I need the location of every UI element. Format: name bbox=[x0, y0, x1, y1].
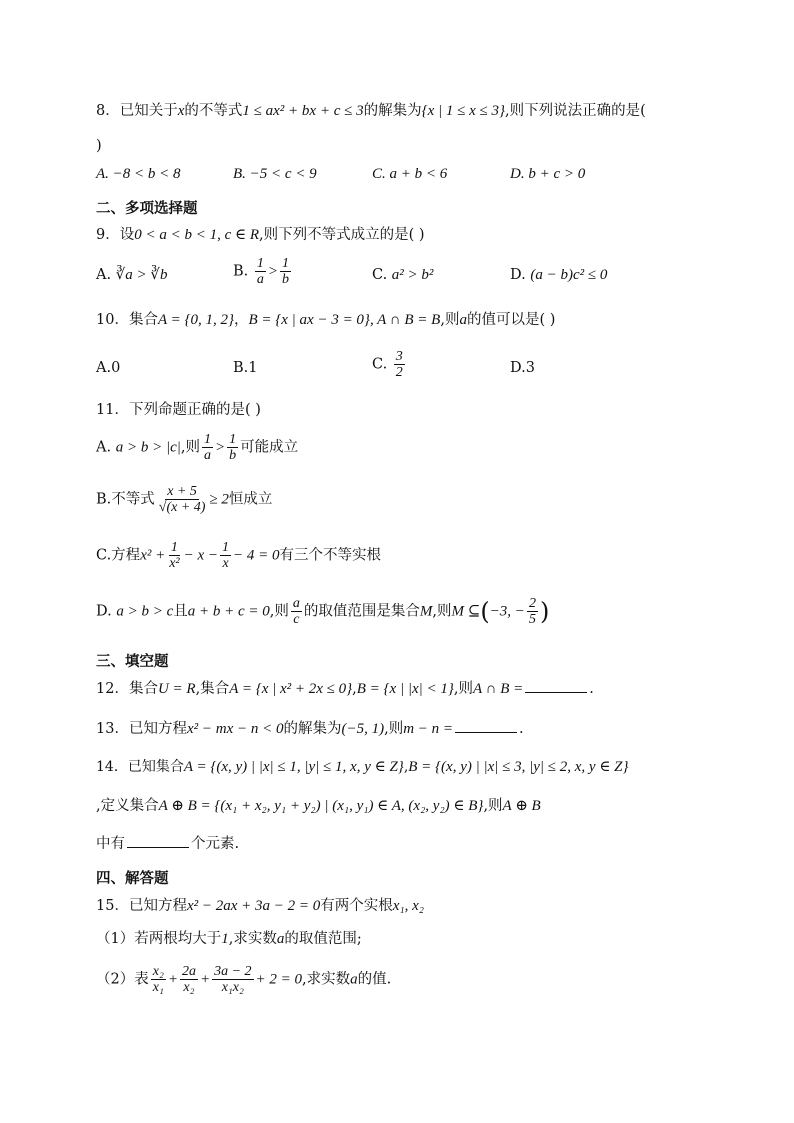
q12-text-b: ,集合 bbox=[195, 681, 230, 697]
q8-option-c[interactable]: C. a + b < 6 bbox=[372, 166, 448, 182]
q15-part-1 bbox=[96, 929, 362, 949]
q15-p1-text-a: （1）若两根均大于 bbox=[96, 931, 222, 947]
q13-solution-set: (−5, 1) bbox=[341, 721, 385, 737]
q11-option-b[interactable] bbox=[96, 484, 272, 515]
q11-option-d-rparen: ) bbox=[539, 597, 550, 626]
q9-option-c-math: a² > b² bbox=[391, 267, 434, 283]
frac-denominator: 5 bbox=[528, 612, 536, 627]
q8-stem bbox=[96, 101, 646, 121]
q11-option-a-tail: 可能成立 bbox=[240, 439, 299, 456]
q13-ask: m − n = bbox=[403, 721, 454, 737]
section-heading-multiple-choice: 二、多项选择题 bbox=[96, 201, 198, 217]
q8-text-a: 8．已知关于 bbox=[96, 103, 178, 119]
q11-stem: 11．下列命题正确的是( ) bbox=[96, 402, 261, 418]
frac-numerator: 2 bbox=[528, 596, 536, 611]
q8-solution-set: {x | 1 ≤ x ≤ 3} bbox=[421, 103, 505, 119]
q11-option-c-label: C.方程 bbox=[96, 547, 141, 564]
q9-option-a-math: ∛a > ∛b bbox=[115, 267, 168, 283]
q12-text-c: ,则 bbox=[453, 681, 473, 697]
q15-p2-plus1: + bbox=[167, 971, 178, 988]
q11-option-a-gt: > bbox=[214, 439, 226, 456]
q10-condition: , A ∩ B = B bbox=[369, 312, 441, 328]
q15-equation: x² − 2ax + 3a − 2 = 0 bbox=[186, 898, 321, 914]
q15-p2-plus2: + bbox=[199, 971, 211, 988]
frac-numerator: 3 bbox=[395, 349, 403, 364]
q11-option-d-label: D. bbox=[96, 603, 117, 620]
q13-text-b: 的解集为 bbox=[283, 721, 342, 737]
q15-p2-text-a: （2）表 bbox=[96, 971, 149, 988]
q9-text-a: 9．设 bbox=[96, 227, 135, 243]
q14-set-a: A = {(x, y) | |x| ≤ 1, |y| ≤ 1, x, y ∈ Z} bbox=[183, 759, 404, 775]
q15-p2-end: + 2 = 0 bbox=[255, 971, 303, 988]
q8-var-x: x bbox=[177, 103, 185, 119]
frac-numerator: a bbox=[292, 596, 300, 611]
frac-numerator: x₂ bbox=[152, 964, 164, 979]
q10-option-c[interactable] bbox=[372, 349, 407, 380]
q15-part-2 bbox=[96, 964, 391, 995]
q10-option-b[interactable]: B.1 bbox=[233, 360, 258, 376]
q11-option-c-mid: − x − bbox=[183, 547, 219, 564]
q11-option-c-frac2 bbox=[220, 540, 231, 571]
q14-text-b: ,定义集合 bbox=[96, 798, 159, 814]
q9-text-b: ,则下列不等式成立的是( ) bbox=[259, 227, 425, 243]
frac-denominator: x bbox=[222, 556, 229, 571]
frac-numerator: 1 bbox=[222, 540, 230, 555]
q15-text-a: 15．已知方程 bbox=[96, 898, 187, 914]
q13-text-a: 13．已知方程 bbox=[96, 721, 187, 737]
q9-option-d[interactable] bbox=[510, 265, 607, 285]
q10-stem bbox=[96, 310, 555, 330]
q14-set-b: B = {(x, y) | |x| ≤ 3, |y| ≤ 2, x, y ∈ Z} bbox=[408, 759, 629, 775]
frac-denominator: a bbox=[256, 272, 264, 287]
frac-denominator: x² bbox=[169, 556, 180, 571]
q11-option-d-interval-frac bbox=[527, 596, 538, 627]
q9-option-b-frac1 bbox=[255, 256, 266, 287]
q9-stem bbox=[96, 225, 425, 245]
q11-option-c-tail: 有三个不等实根 bbox=[279, 547, 382, 564]
section-heading-fill-in: 三、填空题 bbox=[96, 654, 169, 670]
q12-set-b: B = {x | |x| < 1} bbox=[356, 681, 454, 697]
frac-numerator: 1 bbox=[203, 432, 211, 447]
frac-denominator: c bbox=[293, 612, 300, 627]
q15-p1-text-c: 的取值范围; bbox=[284, 931, 362, 947]
q11-option-c[interactable] bbox=[96, 540, 381, 571]
frac-denominator: 2 bbox=[395, 365, 403, 380]
q15-p1-text-b: ,求实数 bbox=[228, 931, 277, 947]
q15-p2-frac2 bbox=[180, 964, 198, 995]
q12-stem bbox=[96, 678, 594, 699]
q9-option-b-frac2 bbox=[280, 256, 291, 287]
frac-denominator: x₂ bbox=[183, 980, 195, 995]
q10-option-d[interactable]: D.3 bbox=[510, 360, 535, 376]
q11-option-b-frac bbox=[157, 484, 208, 515]
section-heading-answer: 四、解答题 bbox=[96, 871, 169, 887]
q10-set-b: B = {x | ax − 3 = 0} bbox=[248, 312, 370, 328]
q11-option-a-then: ,则 bbox=[180, 439, 200, 456]
q14-text-a: 14．已知集合 bbox=[96, 759, 184, 775]
frac-denominator: x₁x₂ bbox=[221, 980, 244, 995]
frac-denominator: b bbox=[229, 448, 237, 463]
q8-text-c: 的解集为 bbox=[363, 103, 422, 119]
q10-option-c-frac bbox=[394, 349, 405, 380]
q12-text-a: 12．集合 bbox=[96, 681, 158, 697]
frac-numerator: 1 bbox=[282, 256, 289, 271]
q9-option-b-gt: > bbox=[267, 263, 278, 280]
q15-p1-var: a bbox=[276, 931, 285, 947]
q11-option-b-label: B.不等式 bbox=[96, 491, 155, 508]
q11-option-d-frac bbox=[291, 596, 302, 627]
q12-set-a: A = {x | x² + 2x ≤ 0} bbox=[229, 681, 353, 697]
frac-denominator: √(x + 4) bbox=[158, 500, 206, 515]
q14-text-c: ,则 bbox=[483, 798, 503, 814]
q9-option-b[interactable] bbox=[233, 256, 293, 287]
q15-stem bbox=[96, 896, 424, 916]
q8-text-d: ,则下列说法正确的是( bbox=[505, 103, 646, 119]
q10-text-c: 的值可以是( ) bbox=[466, 312, 556, 328]
q10-set-a: A = {0, 1, 2} bbox=[157, 312, 234, 328]
q10-separator: ， bbox=[233, 312, 249, 328]
q11-option-d-and: 且 bbox=[173, 603, 188, 620]
q12-dot: . bbox=[589, 681, 594, 697]
q11-option-a[interactable] bbox=[96, 432, 298, 463]
q8-option-d[interactable]: D. b + c > 0 bbox=[510, 166, 586, 182]
q10-text-a: 10．集合 bbox=[96, 312, 158, 328]
q12-universe: U = R bbox=[157, 681, 196, 697]
q11-option-c-x2: x² + bbox=[140, 547, 166, 564]
q11-option-d-interval-left: −3, − bbox=[489, 603, 525, 620]
q12-ask: A ∩ B = bbox=[472, 681, 524, 697]
q14-text-d: 中有 bbox=[96, 836, 125, 852]
frac-numerator: 3a − 2 bbox=[214, 964, 252, 979]
q11-option-d-lparen: ( bbox=[480, 597, 490, 626]
q13-dot: . bbox=[519, 721, 524, 737]
frac-denominator: a bbox=[203, 448, 211, 463]
q15-text-b: 有两个实根 bbox=[320, 898, 393, 914]
q14-question bbox=[96, 833, 239, 854]
q11-option-d-cond: a > b > c bbox=[116, 603, 174, 620]
frac-numerator: x + 5 bbox=[167, 484, 197, 499]
q11-option-a-frac2 bbox=[227, 432, 238, 463]
q11-option-a-cond: a > b > |c| bbox=[115, 439, 181, 456]
frac-numerator: 1 bbox=[256, 256, 264, 271]
frac-numerator: 1 bbox=[229, 432, 237, 447]
frac-denominator: b bbox=[282, 272, 289, 287]
q11-option-a-label: A. bbox=[96, 439, 116, 456]
q15-p2-text-b: ,求实数 bbox=[302, 971, 351, 988]
q9-option-c[interactable] bbox=[372, 265, 433, 285]
q8-option-b[interactable]: B. −5 < c < 9 bbox=[233, 166, 317, 182]
q10-text-b: ,则 bbox=[440, 312, 460, 328]
q9-option-d-label: D. bbox=[510, 267, 531, 283]
q13-answer-blank[interactable] bbox=[455, 718, 517, 733]
q15-p2-frac1 bbox=[151, 964, 166, 995]
q8-close-paren: ) bbox=[96, 138, 102, 154]
q14-ask: A ⊕ B bbox=[502, 798, 541, 814]
q11-option-d[interactable] bbox=[96, 596, 549, 627]
q9-option-b-label: B. bbox=[233, 263, 253, 280]
q9-option-d-math: (a − b)c² ≤ 0 bbox=[530, 267, 608, 283]
q14-stem bbox=[96, 757, 629, 777]
q11-option-d-then: ,则 bbox=[269, 603, 289, 620]
q10-var-a: a bbox=[459, 312, 467, 328]
q14-text-e: 个元素. bbox=[191, 836, 240, 852]
q8-text-b: 的不等式 bbox=[184, 103, 243, 119]
q9-option-a-label: A. bbox=[96, 267, 116, 283]
q11-option-b-rel: ≥ 2 bbox=[209, 491, 229, 508]
q14-operation-def: A ⊕ B = {(x₁ + x₂, y₁ + y₂) | (x₁, y₁) ∈ A, (x₂, y₂) ∈ B} bbox=[158, 798, 484, 814]
q11-option-a-frac1 bbox=[202, 432, 213, 463]
q11-option-b-tail: 恒成立 bbox=[228, 491, 273, 508]
q15-roots: x₁, x₂ bbox=[392, 898, 425, 914]
frac-numerator: 1 bbox=[170, 540, 178, 555]
q10-option-a[interactable]: A.0 bbox=[96, 360, 121, 376]
q13-stem bbox=[96, 718, 524, 739]
q13-inequality: x² − mx − n < 0 bbox=[186, 721, 284, 737]
q11-option-d-subset: M ⊆ bbox=[451, 603, 481, 620]
q15-p1-one: 1 bbox=[221, 931, 229, 947]
q11-option-d-sum: a + b + c = 0 bbox=[187, 603, 270, 620]
q14-answer-blank[interactable] bbox=[127, 833, 189, 848]
q8-inequality: 1 ≤ ax² + bx + c ≤ 3 bbox=[242, 103, 364, 119]
q14-comma: , bbox=[403, 759, 409, 775]
q14-definition bbox=[96, 796, 541, 816]
q9-option-c-label: C. bbox=[372, 267, 392, 283]
q11-option-d-set-m: M bbox=[419, 603, 433, 620]
q11-option-c-end: − 4 = 0 bbox=[233, 547, 280, 564]
q12-answer-blank[interactable] bbox=[525, 678, 587, 693]
q11-option-c-frac1 bbox=[167, 540, 181, 571]
q12-comma: , bbox=[352, 681, 357, 697]
frac-numerator: 2a bbox=[181, 964, 196, 979]
q13-text-c: ,则 bbox=[384, 721, 404, 737]
q9-condition: 0 < a < b < 1, c ∈ R bbox=[134, 227, 260, 243]
q10-option-c-label: C. bbox=[372, 356, 392, 373]
q8-option-a[interactable]: A. −8 < b < 8 bbox=[96, 166, 181, 182]
q15-p2-frac3 bbox=[212, 964, 253, 995]
q15-p2-text-c: 的值. bbox=[357, 971, 392, 988]
q11-option-d-then2: ,则 bbox=[432, 603, 452, 620]
q15-p2-var: a bbox=[350, 971, 358, 988]
q11-option-d-mid: 的取值范围是集合 bbox=[303, 603, 420, 620]
q9-option-a[interactable] bbox=[96, 265, 167, 285]
frac-denominator: x₁ bbox=[152, 980, 164, 995]
